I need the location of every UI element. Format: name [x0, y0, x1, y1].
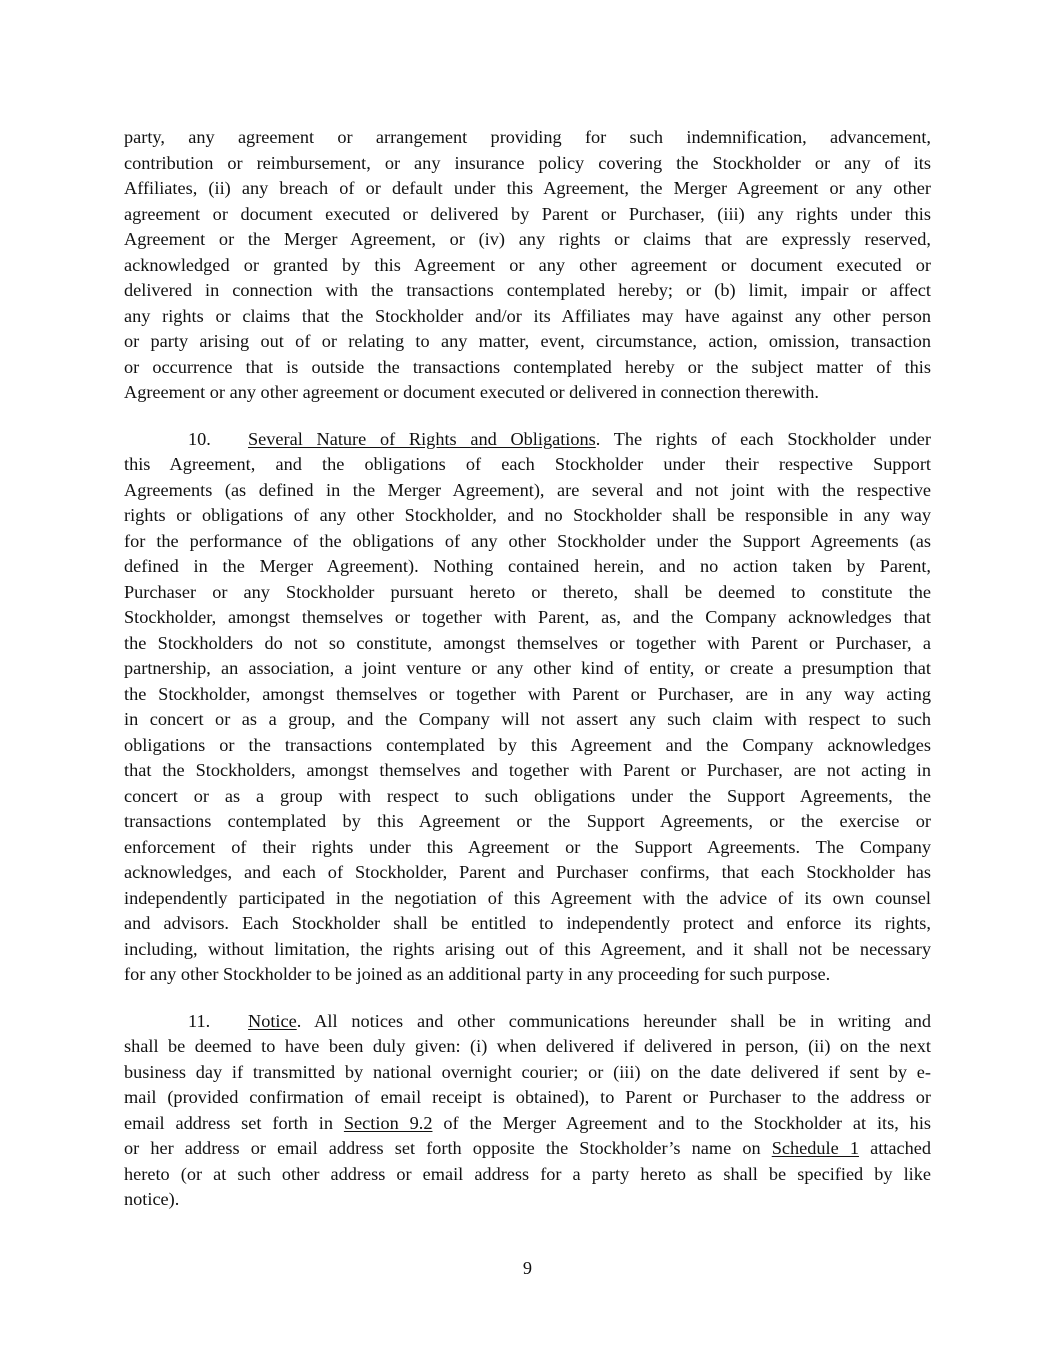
text-line — [124, 682, 931, 708]
text-line — [124, 1111, 931, 1137]
text-segment: transactions contemplated by this Agreement or the Support Agreements, or the exercise or — [124, 811, 931, 831]
text-segment: or party arising out of or relating to any matter, event, circumstance, action, omission, transaction — [124, 331, 931, 351]
text-segment: for any other Stockholder to be joined as an additional party in any proceeding for such purpose. — [124, 964, 831, 984]
text-line — [124, 554, 931, 580]
text-segment: or her address or email address set forth opposite the Stockholder’s name on — [124, 1138, 772, 1158]
text-line — [124, 1060, 931, 1086]
text-segment: notice). — [124, 1189, 180, 1209]
text-segment: acknowledges, and each of Stockholder, Parent and Purchaser confirms, that each Stockholder has — [124, 862, 931, 882]
text-line — [124, 707, 931, 733]
text-line — [124, 733, 931, 759]
text-line — [124, 937, 931, 963]
text-segment: Affiliates, (ii) any breach of or default under this Agreement, the Merger Agreement or any other — [124, 178, 931, 198]
text-line — [124, 962, 931, 988]
text-segment: that the Stockholders, amongst themselves and together with Parent or Purchaser, are not acting in — [124, 760, 931, 780]
text-segment: Agreements (as defined in the Merger Agreement), are several and not joint with the respective — [124, 479, 931, 500]
text-segment: defined in the Merger Agreement). Nothing contained herein, and no action taken by Parent, — [124, 556, 931, 576]
text-segment: acknowledged or granted by this Agreement or any other agreement or document executed or — [124, 254, 931, 275]
text-segment: contribution or reimbursement, or any insurance policy covering the Stockholder or any of its — [124, 152, 931, 173]
text-line — [124, 835, 931, 861]
text-line — [124, 1187, 931, 1213]
text-segment: this Agreement, and the obligations of each Stockholder under their respective Support — [124, 454, 931, 474]
text-line — [124, 478, 931, 504]
text-line — [124, 380, 931, 406]
text-line — [124, 1136, 931, 1162]
text-segment: agreement or document executed or delivered by Parent or Purchaser, (iii) any rights under this — [124, 203, 931, 224]
text-segment: email address set forth in — [124, 1112, 344, 1133]
text-line — [124, 202, 931, 228]
text-segment: hereto (or at such other address or email address for a party hereto as shall be specified by like — [124, 1163, 931, 1184]
text-segment: delivered in connection with the transactions contemplated hereby; or (b) limit, impair or affect — [124, 280, 931, 300]
text-segment: obligations or the transactions contemplated by this Agreement and the Company acknowledges — [124, 734, 931, 755]
text-segment: concert or as a group with respect to such obligations under the Support Agreements, the — [124, 785, 931, 806]
text-line — [124, 427, 931, 453]
section-number: 10. — [188, 428, 211, 449]
text-segment: . The rights of each Stockholder under — [595, 428, 932, 449]
text-segment: any rights or claims that the Stockholder and/or its Affiliates may have against any other person — [124, 305, 931, 326]
text-line — [124, 529, 931, 555]
section-number: 11. — [188, 1010, 211, 1031]
text-segment: enforcement of their rights under this Agreement or the Support Agreements. The Company — [124, 836, 931, 857]
text-line — [124, 605, 931, 631]
text-segment: the Stockholder, amongst themselves or together with Parent or Purchaser, are in any way acting — [124, 683, 931, 704]
text-line — [124, 860, 931, 886]
text-segment: attached — [858, 1138, 931, 1158]
text-segment: party, any agreement or arrangement providing for such indemnification, advancement, — [124, 127, 931, 147]
text-line — [124, 355, 931, 381]
text-line — [124, 758, 931, 784]
text-segment: of the Merger Agreement and to the Stockholder at its, his — [432, 1112, 932, 1133]
section-heading: Notice — [248, 1010, 297, 1031]
section-heading: Several Nature of Rights and Obligations — [248, 428, 596, 449]
text-line — [124, 125, 931, 151]
paragraph-continued — [124, 125, 931, 406]
text-line — [124, 809, 931, 835]
text-line — [124, 911, 931, 937]
text-segment: Agreement or any other agreement or document executed or delivered in connection therewith. — [124, 382, 819, 402]
text-segment: partnership, an association, a joint venture or any other kind of entity, or create a presumption that — [124, 658, 931, 678]
text-line — [124, 176, 931, 202]
text-line — [124, 631, 931, 657]
page-number: 9 — [522, 1258, 533, 1278]
text-segment: for the performance of the obligations of any other Stockholder under the Support Agreements (as — [124, 530, 931, 551]
text-line — [124, 580, 931, 606]
text-segment: Agreement or the Merger Agreement, or (iv) any rights or claims that are expressly reserved, — [124, 229, 931, 249]
text-line — [124, 151, 931, 177]
section-10 — [124, 427, 931, 988]
text-segment: . All notices and other communications hereunder shall be in writing and — [296, 1010, 931, 1031]
text-line — [124, 784, 931, 810]
text-line — [124, 253, 931, 279]
text-segment: the Stockholders do not so constitute, amongst themselves or together with Parent or Purchaser, a — [124, 632, 931, 653]
text-segment: business day if transmitted by national overnight courier; or (iii) on the date delivered if sent by e- — [124, 1061, 931, 1082]
text-segment: in concert or as a group, and the Company will not assert any such claim with respect to such — [124, 709, 931, 729]
text-line — [124, 503, 931, 529]
text-line — [124, 1009, 931, 1035]
text-segment: or occurrence that is outside the transactions contemplated hereby or the subject matter of this — [124, 356, 931, 377]
text-segment: independently participated in the negotiation of this Agreement with the advice of its own counsel — [124, 887, 931, 908]
text-segment: and advisors. Each Stockholder shall be entitled to independently protect and enforce its rights, — [124, 913, 931, 933]
text-line — [124, 329, 931, 355]
text-line — [124, 1034, 931, 1060]
text-line — [124, 227, 931, 253]
text-line — [124, 452, 931, 478]
text-line — [124, 304, 931, 330]
text-segment: rights or obligations of any other Stockholder, and no Stockholder shall be responsible in any way — [124, 505, 931, 525]
document-page — [124, 125, 931, 1234]
text-segment: Stockholder, amongst themselves or together with Parent, as, and the Company acknowledges that — [124, 607, 931, 627]
text-segment: Purchaser or any Stockholder pursuant hereto or thereto, shall be deemed to constitute the — [124, 581, 931, 602]
text-line — [124, 656, 931, 682]
text-line — [124, 1085, 931, 1111]
text-line — [124, 886, 931, 912]
text-segment: including, without limitation, the rights arising out of this Agreement, and it shall not be necessary — [124, 938, 931, 959]
section-11 — [124, 1009, 931, 1213]
cross-reference: Schedule 1 — [771, 1138, 859, 1158]
cross-reference: Section 9.2 — [343, 1112, 433, 1133]
text-line — [124, 1162, 931, 1188]
text-line — [124, 278, 931, 304]
text-segment: mail (provided confirmation of email receipt is obtained), to Parent or Purchaser to the address or — [124, 1087, 931, 1107]
text-segment: shall be deemed to have been duly given: (i) when delivered if delivered in person, (ii) on the next — [124, 1036, 931, 1056]
